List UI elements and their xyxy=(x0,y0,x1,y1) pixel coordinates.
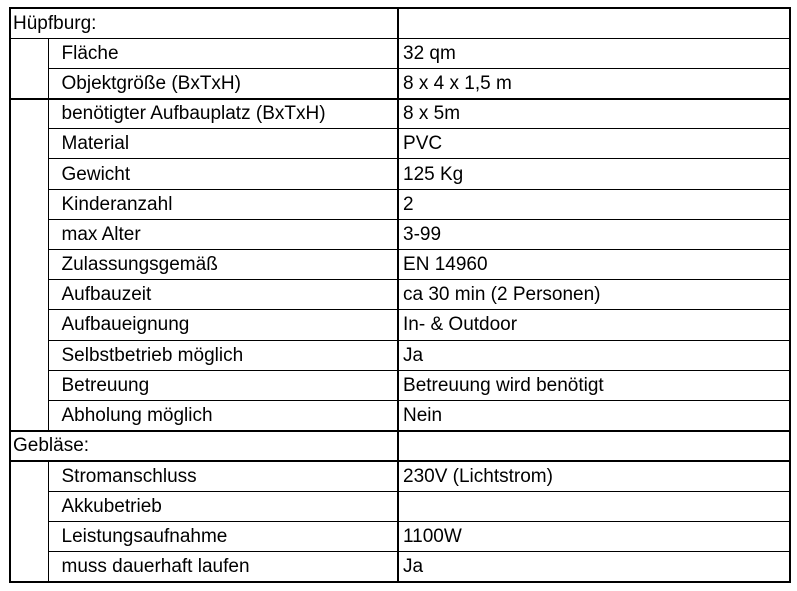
row-value: 2 xyxy=(398,189,790,219)
row-label: Fläche xyxy=(48,38,398,68)
row-value: Ja xyxy=(398,340,790,370)
indent-cell xyxy=(10,340,48,370)
table-row xyxy=(10,461,790,491)
row-value: 8 x 5m xyxy=(398,99,790,129)
row-value: Betreuung wird benötigt xyxy=(398,370,790,400)
row-value xyxy=(398,491,790,521)
section-header-row xyxy=(10,8,790,38)
row-label: Stromanschluss xyxy=(48,461,398,491)
section-title: Hüpfburg: xyxy=(10,8,398,38)
row-label: muss dauerhaft laufen xyxy=(48,551,398,581)
table-row xyxy=(10,129,790,159)
table-row xyxy=(10,99,790,129)
section-title: Gebläse: xyxy=(10,431,398,461)
row-label: Objektgröße (BxTxH) xyxy=(48,68,398,98)
indent-cell xyxy=(10,68,48,98)
section-value-cell xyxy=(398,431,790,461)
indent-cell xyxy=(10,99,48,129)
indent-cell xyxy=(10,38,48,68)
row-value: EN 14960 xyxy=(398,250,790,280)
row-label: Abholung möglich xyxy=(48,400,398,430)
row-value: 230V (Lichtstrom) xyxy=(398,461,790,491)
table-row xyxy=(10,219,790,249)
row-value: PVC xyxy=(398,129,790,159)
row-label: max Alter xyxy=(48,219,398,249)
spec-table xyxy=(9,7,791,583)
row-label: Kinderanzahl xyxy=(48,189,398,219)
table-row xyxy=(10,280,790,310)
table-row xyxy=(10,551,790,581)
table-row xyxy=(10,521,790,551)
row-value: 8 x 4 x 1,5 m xyxy=(398,68,790,98)
table-row xyxy=(10,310,790,340)
indent-cell xyxy=(10,310,48,340)
row-value: 32 qm xyxy=(398,38,790,68)
row-label: Aufbauzeit xyxy=(48,280,398,310)
indent-cell xyxy=(10,521,48,551)
table-row xyxy=(10,400,790,430)
row-value: ca 30 min (2 Personen) xyxy=(398,280,790,310)
row-label: Akkubetrieb xyxy=(48,491,398,521)
row-value: 1100W xyxy=(398,521,790,551)
row-value: 3-99 xyxy=(398,219,790,249)
row-label: Selbstbetrieb möglich xyxy=(48,340,398,370)
section-header-row xyxy=(10,431,790,461)
row-value: Nein xyxy=(398,400,790,430)
row-label: Betreuung xyxy=(48,370,398,400)
row-label: Zulassungsgemäß xyxy=(48,250,398,280)
indent-cell xyxy=(10,491,48,521)
section-value-cell xyxy=(398,8,790,38)
indent-cell xyxy=(10,129,48,159)
indent-cell xyxy=(10,551,48,581)
row-value: In- & Outdoor xyxy=(398,310,790,340)
indent-cell xyxy=(10,400,48,430)
indent-cell xyxy=(10,159,48,189)
table-row xyxy=(10,68,790,98)
indent-cell xyxy=(10,250,48,280)
indent-cell xyxy=(10,461,48,491)
indent-cell xyxy=(10,219,48,249)
indent-cell xyxy=(10,370,48,400)
table-row xyxy=(10,189,790,219)
row-label: Material xyxy=(48,129,398,159)
table-row xyxy=(10,370,790,400)
row-label: benötigter Aufbauplatz (BxTxH) xyxy=(48,99,398,129)
table-row xyxy=(10,340,790,370)
table-row xyxy=(10,159,790,189)
table-row xyxy=(10,491,790,521)
row-value: 125 Kg xyxy=(398,159,790,189)
row-label: Aufbaueignung xyxy=(48,310,398,340)
row-value: Ja xyxy=(398,551,790,581)
row-label: Leistungsaufnahme xyxy=(48,521,398,551)
row-label: Gewicht xyxy=(48,159,398,189)
indent-cell xyxy=(10,280,48,310)
table-row xyxy=(10,38,790,68)
table-row xyxy=(10,250,790,280)
indent-cell xyxy=(10,189,48,219)
